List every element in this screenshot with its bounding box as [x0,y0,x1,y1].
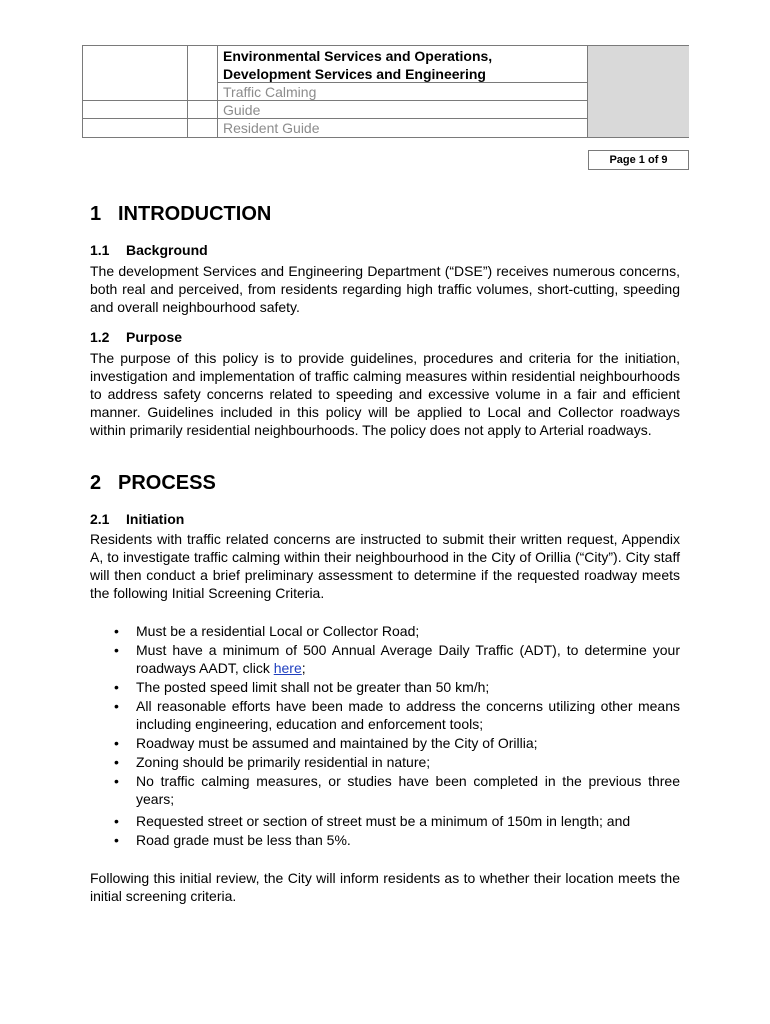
subsection-title: Initiation [126,511,185,527]
header-table [82,45,689,138]
header-row-line [83,100,587,101]
header-divider [187,46,188,137]
section-heading-introduction [90,203,271,226]
header-department-line1: Environmental Services and Operations, [223,48,493,64]
subsection-heading-purpose [90,329,182,345]
section-number: 2 [90,472,102,494]
subsection-heading-initiation [90,511,184,527]
purpose-paragraph: The purpose of this policy is to provide guidelines, procedures and criteria for the initiation, investigation and implementation of traffic calming measures within residential neighbourhoods to address safety concerns related to speeding and excessive volume in a fair and efficient manner. Guidelines included in this policy will be applied to Local and Collector roadways within primarily residential neighbourhoods. The policy does not apply to Arterial roadways. [90,350,680,438]
header-department-line2: Development Services and Engineering [223,66,486,82]
subsection-number: 1.2 [90,329,110,345]
list-item [108,641,680,677]
page-indicator: Page 1 of 9 [588,150,689,170]
subsection-title: Background [126,242,208,258]
subsection-heading-background [90,242,208,258]
header-divider [217,46,218,137]
section-title: PROCESS [118,472,216,494]
subsection-number: 2.1 [90,511,110,527]
list-item: • Must be a residential Local or Collector Road; [108,622,680,640]
subsection-title: Purpose [126,329,183,345]
screening-criteria-list [108,622,680,850]
aadt-link[interactable]: here [273,660,302,676]
header-logo-area [587,46,689,137]
list-item: • No traffic calming measures, or studies have been completed in the previous three years; [108,772,680,808]
section-title: INTRODUCTION [118,203,272,225]
initiation-paragraph: Residents with traffic related concerns are instructed to submit their written request, Appendix A, to investigate traffic calming within their neighbourhood in the City of Orillia (“City”). City staff will then conduct a brief preliminary assessment to determine if the requested roadway meets the following Initial Screening Criteria. [90,531,680,601]
section-heading-process [90,472,216,495]
subsection-number: 1.1 [90,242,110,258]
list-item-text: Must have a minimum of 500 Annual Average Daily Traffic (ADT), to determine your roadways AADT, click [136,642,680,676]
header-subtitle: Resident Guide [223,120,320,136]
header-row-line [83,118,587,119]
list-item: • All reasonable efforts have been made to address the concerns utilizing other means including engineering, education and enforcement tools; [108,697,680,733]
list-item: • Road grade must be less than 5%. [108,831,680,849]
header-title: Traffic Calming [223,84,317,100]
list-item: • The posted speed limit shall not be greater than 50 km/h; [108,678,680,696]
section-number: 1 [90,203,102,225]
background-paragraph: The development Services and Engineering Department (“DSE”) receives numerous concerns, both real and perceived, from residents regarding high traffic volumes, short-cutting, speeding and overall neighbourhood safety. [90,263,680,315]
header-type: Guide [223,102,261,118]
list-item-text: ; [301,660,306,676]
list-item: • Zoning should be primarily residential in nature; [108,753,680,771]
list-item: • Roadway must be assumed and maintained by the City of Orillia; [108,734,680,752]
list-item: • Requested street or section of street must be a minimum of 150m in length; and [108,812,680,830]
closing-paragraph: Following this initial review, the City will inform residents as to whether their location meets the initial screening criteria. [90,870,680,904]
